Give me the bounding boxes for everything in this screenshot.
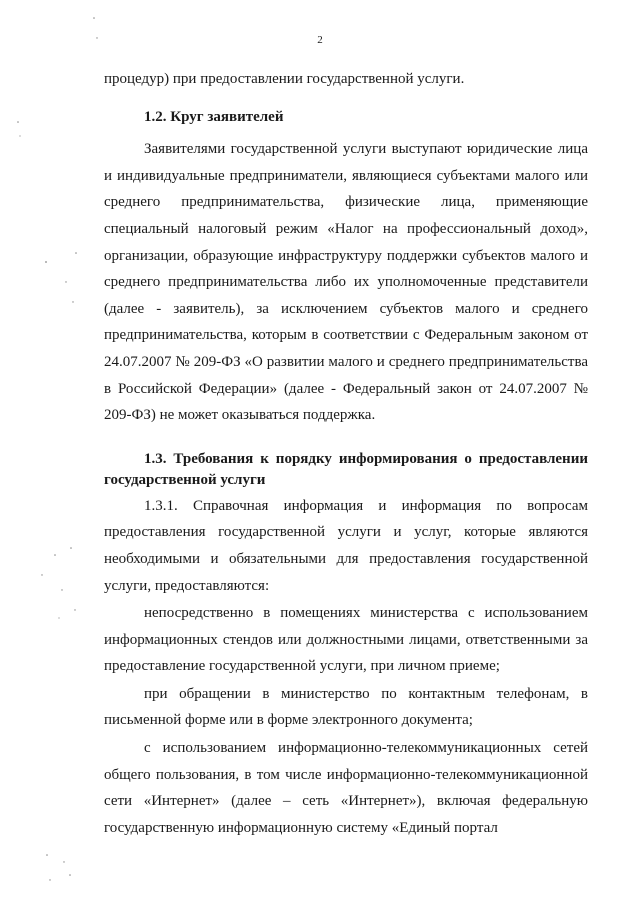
body-paragraph: с использованием информационно-телекоммуникационных сетей общего пользования, в том числе информационно-телекоммуникационной сети «Интернет» (далее – сеть «Интернет»), включая федеральную государственную информационную систему «Единый портал bbox=[104, 740, 588, 836]
page-number: 2 bbox=[317, 34, 323, 46]
section-heading: 1.3. Требования к порядку информирования о предоставлении государственной услуги bbox=[104, 450, 588, 488]
carry-over-text: процедур) при предоставлении государственной услуги. bbox=[104, 71, 465, 87]
body-paragraph: Заявителями государственной услуги выступают юридические лица и индивидуальные предприниматели, являющиеся субъектами малого или среднего предпринимательства, физические лица, применяющие специальный налоговый режим «Налог на профессиональный доход», организации, образующие инфраструктуру поддержки субъектов малого и среднего предпринимательства либо их уполномоченные представители (далее - заявитель), за исключением субъектов малого и среднего предпринимательства, которым в соответствии с Федеральным законом от 24.07.2007 № 209-ФЗ «О развитии малого и среднего предпринимательства в Российской Федерации» (далее - Федеральный закон от 24.07.2007 № 209-ФЗ) не может оказываться поддержка. bbox=[104, 141, 588, 424]
body-paragraph: непосредственно в помещениях министерства с использованием информационных стендов или должностными лицами, ответственными за предоставление государственной услуги, при личном приеме; bbox=[104, 605, 588, 675]
document-body bbox=[104, 66, 588, 841]
section-heading: 1.2. Круг заявителей bbox=[144, 108, 284, 125]
body-paragraph: 1.3.1. Справочная информация и информация по вопросам предоставления государственной услуги и услуг, которые являются необходимыми и обязательными для предоставления государственной услуги, предоставляются: bbox=[104, 497, 588, 594]
scan-specks bbox=[0, 0, 120, 905]
body-paragraph: при обращении в министерство по контактным телефонам, в письменной форме или в форме электронного документа; bbox=[104, 685, 588, 729]
